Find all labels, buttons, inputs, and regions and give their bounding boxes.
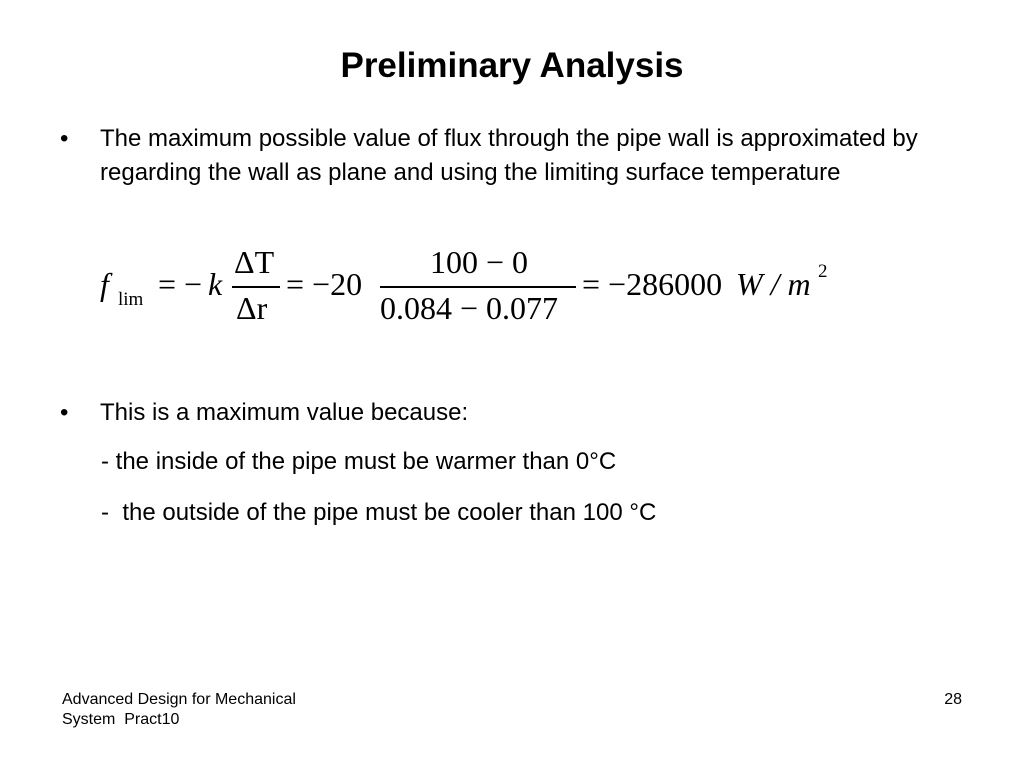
equation-result: = −286000 [582,266,723,302]
equation-equals-minus-1: = − [158,266,203,302]
bullet-marker: • [60,399,69,426]
fraction-2-numerator: 100 − 0 [430,244,529,280]
fraction-2-bar [380,286,576,288]
bullet-text: The maximum possible value of flux through the pipe wall is approximated by regarding the wall as plane and using the limiting surface temperature [100,125,918,186]
page-number: 28 [944,691,962,708]
slide-title: Preliminary Analysis [340,46,684,85]
bullet-text: This is a maximum value because: [100,399,469,426]
fraction-1-numerator: ΔT [234,244,275,280]
equation-unit: W / m [736,266,811,302]
sub-point-inside-warmer: - the inside of the pipe must be warmer than 0°C [101,448,617,475]
equation-lhs-subscript: lim [118,289,144,310]
footer-course-line-1: Advanced Design for Mechanical [62,691,296,708]
equation-lhs-symbol: f [100,266,109,302]
fraction-1-bar [232,286,280,288]
fraction-1-denominator: Δr [236,290,268,326]
footer-course-line-2: System Pract10 [62,711,180,728]
bullet-marker: • [60,125,69,152]
flux-equation [100,240,860,340]
footer-course-name [62,690,402,730]
equation-equals-minus-20: = −20 [286,266,363,302]
equation-unit-exponent: 2 [818,261,828,282]
equation-k: k [208,266,223,302]
fraction-2-denominator: 0.084 − 0.077 [380,290,559,326]
sub-point-outside-cooler: - the outside of the pipe must be cooler than 100 °C [101,499,657,526]
